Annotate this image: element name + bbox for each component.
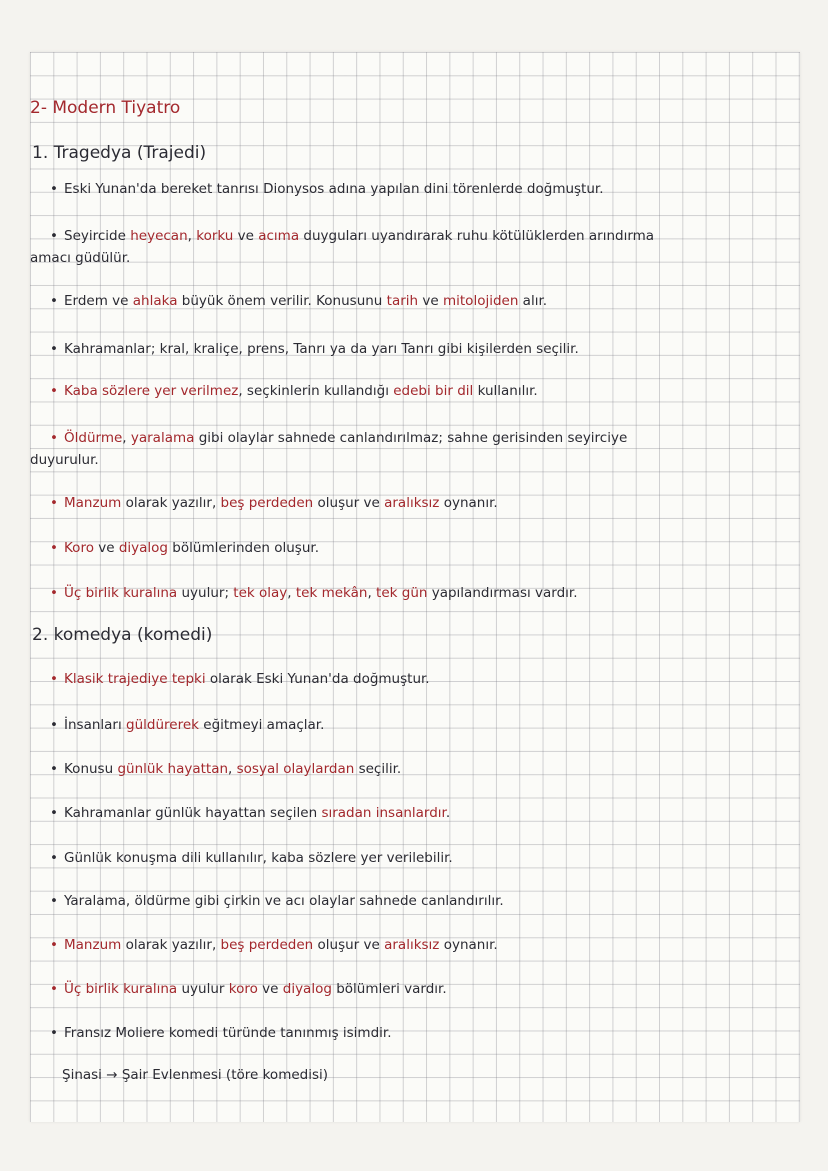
komedya-item (50, 849, 800, 867)
bullet-icon: • (50, 495, 58, 511)
text: . (445, 805, 451, 821)
text: , (187, 228, 197, 244)
text: bölümlerinden oluşur. (168, 540, 319, 556)
komedya-item (50, 670, 800, 688)
highlighted-text: mitolojiden (442, 293, 519, 309)
notes-content (30, 52, 800, 1122)
text: Yaralama, öldürme gibi çirkin ve acı olaylar sahnede canlandırılır. (64, 893, 504, 909)
highlighted-text: Üç birlik kuralına (64, 585, 178, 601)
highlighted-text: sosyal olaylardan (236, 761, 355, 777)
bullet-icon: • (50, 341, 58, 357)
text: Günlük konuşma dili kullanılır, kaba sözlere yer verilebilir. (64, 850, 453, 866)
text: yapılandırması vardır. (427, 585, 578, 601)
tragedya-item (50, 382, 800, 400)
komedya-item (50, 1024, 800, 1042)
highlighted-text: tek olay (233, 585, 288, 601)
highlighted-text: sıradan insanlardır (321, 805, 446, 821)
highlighted-text: diyalog (282, 981, 332, 997)
text: Kahramanlar; kral, kraliçe, prens, Tanrı ya da yarı Tanrı gibi kişilerden seçilir. (64, 341, 579, 357)
text: , (228, 761, 237, 777)
text: Konusu (64, 761, 118, 777)
bullet-icon: • (50, 893, 58, 909)
bullet-icon: • (50, 430, 58, 446)
text: olarak yazılır, (121, 495, 221, 511)
text: büyük önem verilir. Konusunu (177, 293, 387, 309)
text: oynanır. (439, 937, 498, 953)
tragedya-item (50, 429, 800, 447)
text: ve (107, 293, 133, 309)
highlighted-text: aralıksız (384, 495, 440, 511)
komedya-item (50, 936, 800, 954)
text: . (599, 181, 604, 197)
komedya-item (50, 716, 800, 734)
komedya-item (50, 760, 800, 778)
text: ve (233, 228, 259, 244)
bullet-icon: • (50, 850, 58, 866)
bullet-icon: • (50, 761, 58, 777)
tragedya-item (50, 539, 800, 557)
bullet-icon: • (50, 383, 58, 399)
highlighted-text: Kaba sözlere yer verilmez (64, 383, 239, 399)
text: bölümleri vardır. (331, 981, 447, 997)
text: kullanılır. (473, 383, 538, 399)
highlighted-text: Klasik trajediye tepki (64, 671, 206, 687)
bullet-icon: • (50, 937, 58, 953)
komedya-item (50, 892, 800, 910)
highlighted-text: Manzum (64, 937, 122, 953)
text: duyguları uyandırarak ruhu kötülüklerden arındırma (299, 228, 655, 244)
text: uyulur; (177, 585, 234, 601)
highlighted-text: aralıksız (384, 937, 440, 953)
highlighted-text: diyalog (118, 540, 169, 556)
highlighted-text: Öldürme (64, 430, 123, 446)
page-title: 2- Modern Tiyatro (30, 98, 181, 118)
text: ve (93, 540, 119, 556)
tragedya-item-continuation: amacı güdülür. (30, 250, 131, 266)
bullet-icon: • (50, 585, 58, 601)
highlighted-text: Manzum (64, 495, 122, 511)
tragedya-item-continuation: duyurulur. (30, 452, 99, 468)
text: seçilir. (354, 761, 402, 777)
bullet-icon: • (50, 981, 58, 997)
highlighted-text: korku (196, 228, 234, 244)
komedya-item (50, 980, 800, 998)
tragedya-item (50, 340, 800, 358)
highlighted-text: koro (228, 981, 258, 997)
text: oynanır. (439, 495, 498, 511)
text: İnsanları (64, 717, 127, 733)
bullet-icon: • (50, 717, 58, 733)
text: ve (418, 293, 443, 309)
final-note: Şinasi → Şair Evlenmesi (töre komedisi) (62, 1067, 329, 1083)
highlighted-text: Koro (64, 540, 94, 556)
tragedya-item (50, 584, 800, 602)
text: olarak Eski Yunan'da doğmuştur. (205, 671, 430, 687)
text: eğitmeyi amaçlar. (198, 717, 325, 733)
text: Kahramanlar günlük hayattan seçilen (64, 805, 322, 821)
highlighted-text: tarih (386, 293, 419, 309)
text: , (287, 585, 296, 601)
text: alır. (518, 293, 548, 309)
tragedya-item (50, 227, 800, 245)
highlighted-text: yaralama (130, 430, 195, 446)
text: , (122, 430, 131, 446)
bullet-icon: • (50, 293, 58, 309)
text: uyulur (177, 981, 229, 997)
komedya-item (50, 804, 800, 822)
highlighted-text: tek mekân (295, 585, 368, 601)
highlighted-text: acıma (258, 228, 300, 244)
text: , (367, 585, 377, 601)
text: Erdem (64, 293, 108, 309)
bullet-icon: • (50, 805, 58, 821)
text: oluşur ve (313, 937, 385, 953)
bullet-icon: • (50, 540, 58, 556)
text: gibi olaylar sahnede canlandırılmaz; sahne gerisinden seyirciye (194, 430, 628, 446)
text: Seyircide (64, 228, 131, 244)
tragedya-item (50, 494, 800, 512)
section-heading-komedya: 2. komedya (komedi) (32, 625, 213, 645)
bullet-icon: • (50, 1025, 58, 1041)
text: olarak yazılır, (121, 937, 221, 953)
text: komedi türünde tanınmış isimdir. (164, 1025, 392, 1041)
highlighted-text: güldürerek (126, 717, 199, 733)
highlighted-text: Üç birlik kuralına (64, 981, 178, 997)
text: , seçkinlerin kullandığı (238, 383, 394, 399)
bullet-icon: • (50, 181, 58, 197)
highlighted-text: beş perdeden (220, 937, 314, 953)
highlighted-text: beş perdeden (220, 495, 314, 511)
highlighted-text: günlük hayattan (117, 761, 229, 777)
highlighted-text: tek gün (376, 585, 428, 601)
highlighted-text: ahlaka (132, 293, 178, 309)
highlighted-text: heyecan (130, 228, 188, 244)
bullet-icon: • (50, 228, 58, 244)
text: oluşur ve (313, 495, 385, 511)
text: Eski Yunan'da bereket tanrısı Dionysos adına yapılan dini törenlerde doğmuştur (64, 181, 600, 197)
section-heading-tragedya: 1. Tragedya (Trajedi) (32, 143, 207, 163)
text: ve (257, 981, 283, 997)
tragedya-item (50, 292, 800, 310)
highlighted-text: edebi bir dil (393, 383, 474, 399)
bullet-icon: • (50, 671, 58, 687)
tragedya-item (50, 180, 800, 198)
text: Fransız Moliere (64, 1025, 165, 1041)
